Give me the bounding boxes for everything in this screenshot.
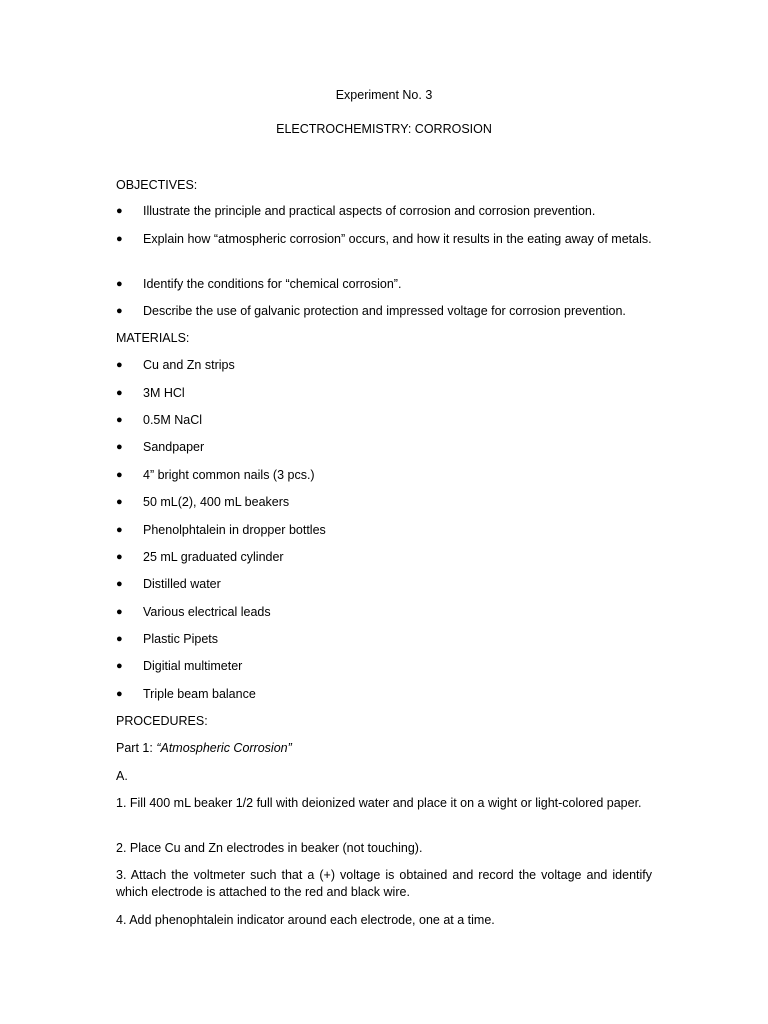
material-text: 0.5M NaCl [143, 413, 203, 427]
objective-text: Illustrate the principle and practical aspects of corrosion and corrosion prevention. [143, 204, 596, 218]
document-title: Experiment No. 3 [335, 88, 433, 102]
part-label: Part 1: [116, 741, 153, 755]
material-text: Phenolphtalein in dropper bottles [143, 523, 326, 537]
material-text: Various electrical leads [143, 605, 271, 619]
bullet-icon: ● [116, 496, 123, 508]
bullet-icon: ● [116, 441, 123, 453]
material-text: Cu and Zn strips [143, 358, 235, 372]
document-subtitle: ELECTROCHEMISTRY: CORROSION [276, 122, 492, 136]
section-label: A. [116, 769, 128, 783]
procedure-step: 4. Add phenophtalein indicator around each electrode, one at a time. [116, 913, 495, 927]
procedure-step: 1. Fill 400 mL beaker 1/2 full with deionized water and place it on a wight or light-colored paper. [116, 796, 642, 810]
bullet-icon: ● [116, 414, 123, 426]
bullet-icon: ● [116, 233, 123, 245]
material-text: Triple beam balance [143, 687, 256, 701]
material-text: Distilled water [143, 577, 221, 591]
bullet-icon: ● [116, 606, 123, 618]
objective-text: Explain how “atmospheric corrosion” occurs, and how it results in the eating away of metals. [143, 232, 652, 246]
bullet-icon: ● [116, 278, 123, 290]
bullet-icon: ● [116, 633, 123, 645]
bullet-icon: ● [116, 205, 123, 217]
material-text: 25 mL graduated cylinder [143, 550, 284, 564]
bullet-icon: ● [116, 578, 123, 590]
procedure-step: 2. Place Cu and Zn electrodes in beaker (not touching). [116, 841, 423, 855]
material-text: Plastic Pipets [143, 632, 219, 646]
material-text: 4” bright common nails (3 pcs.) [143, 468, 315, 482]
part-title: “Atmospheric Corrosion” [156, 741, 292, 755]
procedure-step: 3. Attach the voltmeter such that a (+) voltage is obtained and record the voltage and identify which electrode is attached to the red and black wire. [116, 868, 652, 899]
material-text: 50 mL(2), 400 mL beakers [143, 495, 290, 509]
material-text: Digitial multimeter [143, 659, 243, 673]
objective-text: Describe the use of galvanic protection and impressed voltage for corrosion prevention. [143, 304, 626, 318]
bullet-icon: ● [116, 688, 123, 700]
procedures-heading: PROCEDURES: [116, 714, 208, 728]
bullet-icon: ● [116, 524, 123, 536]
objective-text: Identify the conditions for “chemical corrosion”. [143, 277, 402, 291]
bullet-icon: ● [116, 305, 123, 317]
material-text: Sandpaper [143, 440, 205, 454]
bullet-icon: ● [116, 660, 123, 672]
bullet-icon: ● [116, 359, 123, 371]
material-text: 3M HCl [143, 386, 185, 400]
part-heading [116, 740, 652, 757]
bullet-icon: ● [116, 469, 123, 481]
bullet-icon: ● [116, 551, 123, 563]
bullet-icon: ● [116, 387, 123, 399]
objectives-heading: OBJECTIVES: [116, 178, 198, 192]
materials-heading: MATERIALS: [116, 331, 190, 345]
